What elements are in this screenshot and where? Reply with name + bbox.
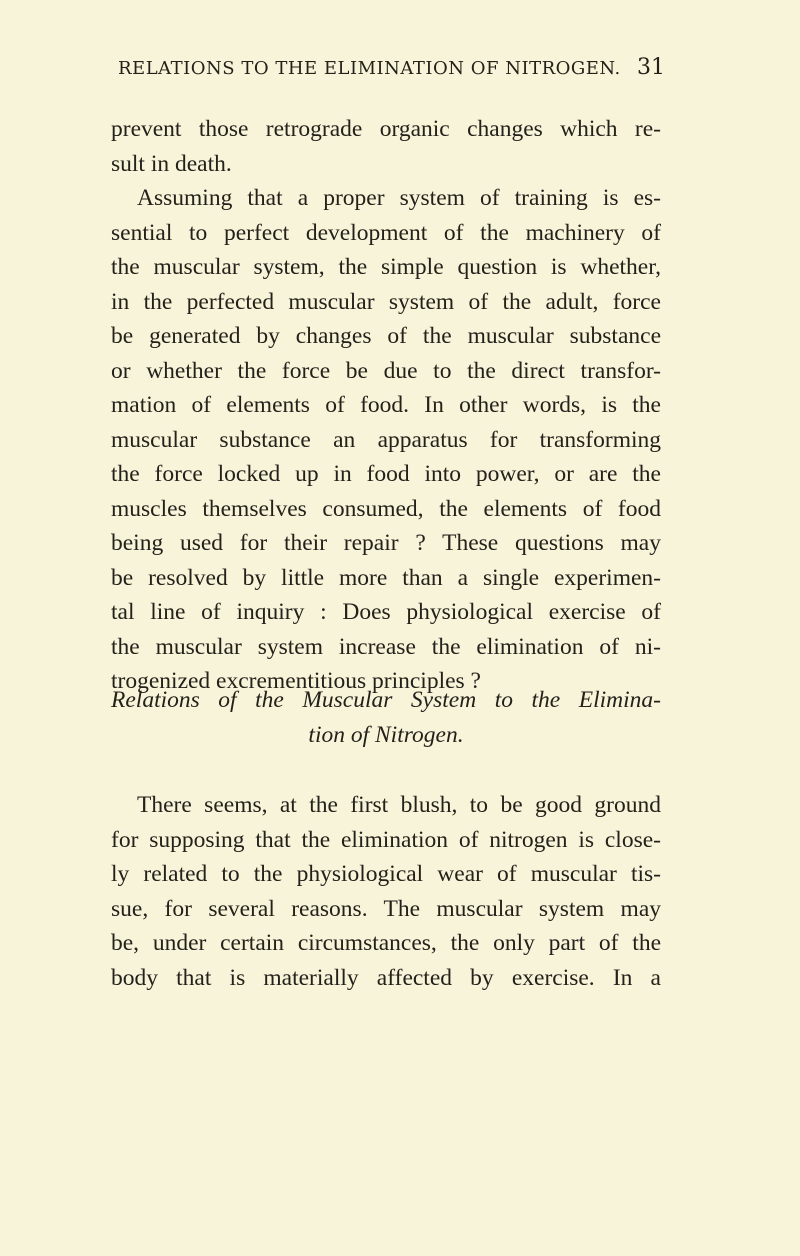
- body-text-top: [111, 112, 661, 699]
- text-line: There seems, at the first blush, to be good ground: [137, 792, 661, 818]
- running-header: [118, 55, 665, 80]
- paragraph-continued: [111, 112, 661, 147]
- text-line: sue, for several reasons. The muscular system may: [111, 895, 661, 922]
- paragraph-there-seems: [111, 788, 661, 995]
- section-heading-line: Relations of the Muscular System to the Elimina-: [111, 687, 661, 713]
- section-heading: [111, 683, 661, 752]
- text-line: for supposing that the elimination of nitrogen is close-: [111, 826, 661, 853]
- text-line: sential to perfect development of the machinery of: [111, 219, 661, 246]
- text-line: the force locked up in food into power, or are the: [111, 461, 661, 487]
- text-line: or whether the force be due to the direct transfor-: [111, 357, 661, 384]
- text-line: tal line of inquiry : Does physiological exercise of: [111, 599, 661, 625]
- paragraph-continued-end: [111, 147, 661, 182]
- section-heading-line: tion of Nitrogen.: [308, 721, 464, 748]
- text-line: Assuming that a proper system of training is es-: [137, 185, 661, 211]
- text-line: trogenized excrementitious principles ?: [111, 668, 481, 694]
- text-line: be generated by changes of the muscular substance: [111, 323, 661, 349]
- paragraph-assuming: [111, 181, 661, 664]
- text-line: the muscular system, the simple question is whether,: [111, 254, 661, 280]
- text-line: prevent those retrograde organic changes which re-: [111, 116, 661, 142]
- text-line: being used for their repair ? These questions may: [111, 530, 661, 556]
- page-number: 31: [637, 55, 665, 80]
- text-line: muscular substance an apparatus for transforming: [111, 426, 661, 453]
- text-line: be resolved by little more than a single experimen-: [111, 564, 661, 591]
- text-line: be, under certain circumstances, the only part of the: [111, 930, 661, 956]
- text-line: muscles themselves consumed, the elements of food: [111, 495, 661, 522]
- text-line: the muscular system increase the elimination of ni-: [111, 633, 661, 660]
- running-title: RELATIONS TO THE ELIMINATION OF NITROGEN.: [118, 58, 621, 79]
- text-line: ly related to the physiological wear of muscular tis-: [111, 861, 661, 887]
- text-line: body that is materially affected by exercise. In a: [111, 964, 661, 991]
- text-line: mation of elements of food. In other words, is the: [111, 392, 661, 418]
- body-text-bottom: [111, 788, 661, 995]
- text-line: sult in death.: [111, 150, 232, 177]
- text-line: in the perfected muscular system of the adult, force: [111, 288, 661, 315]
